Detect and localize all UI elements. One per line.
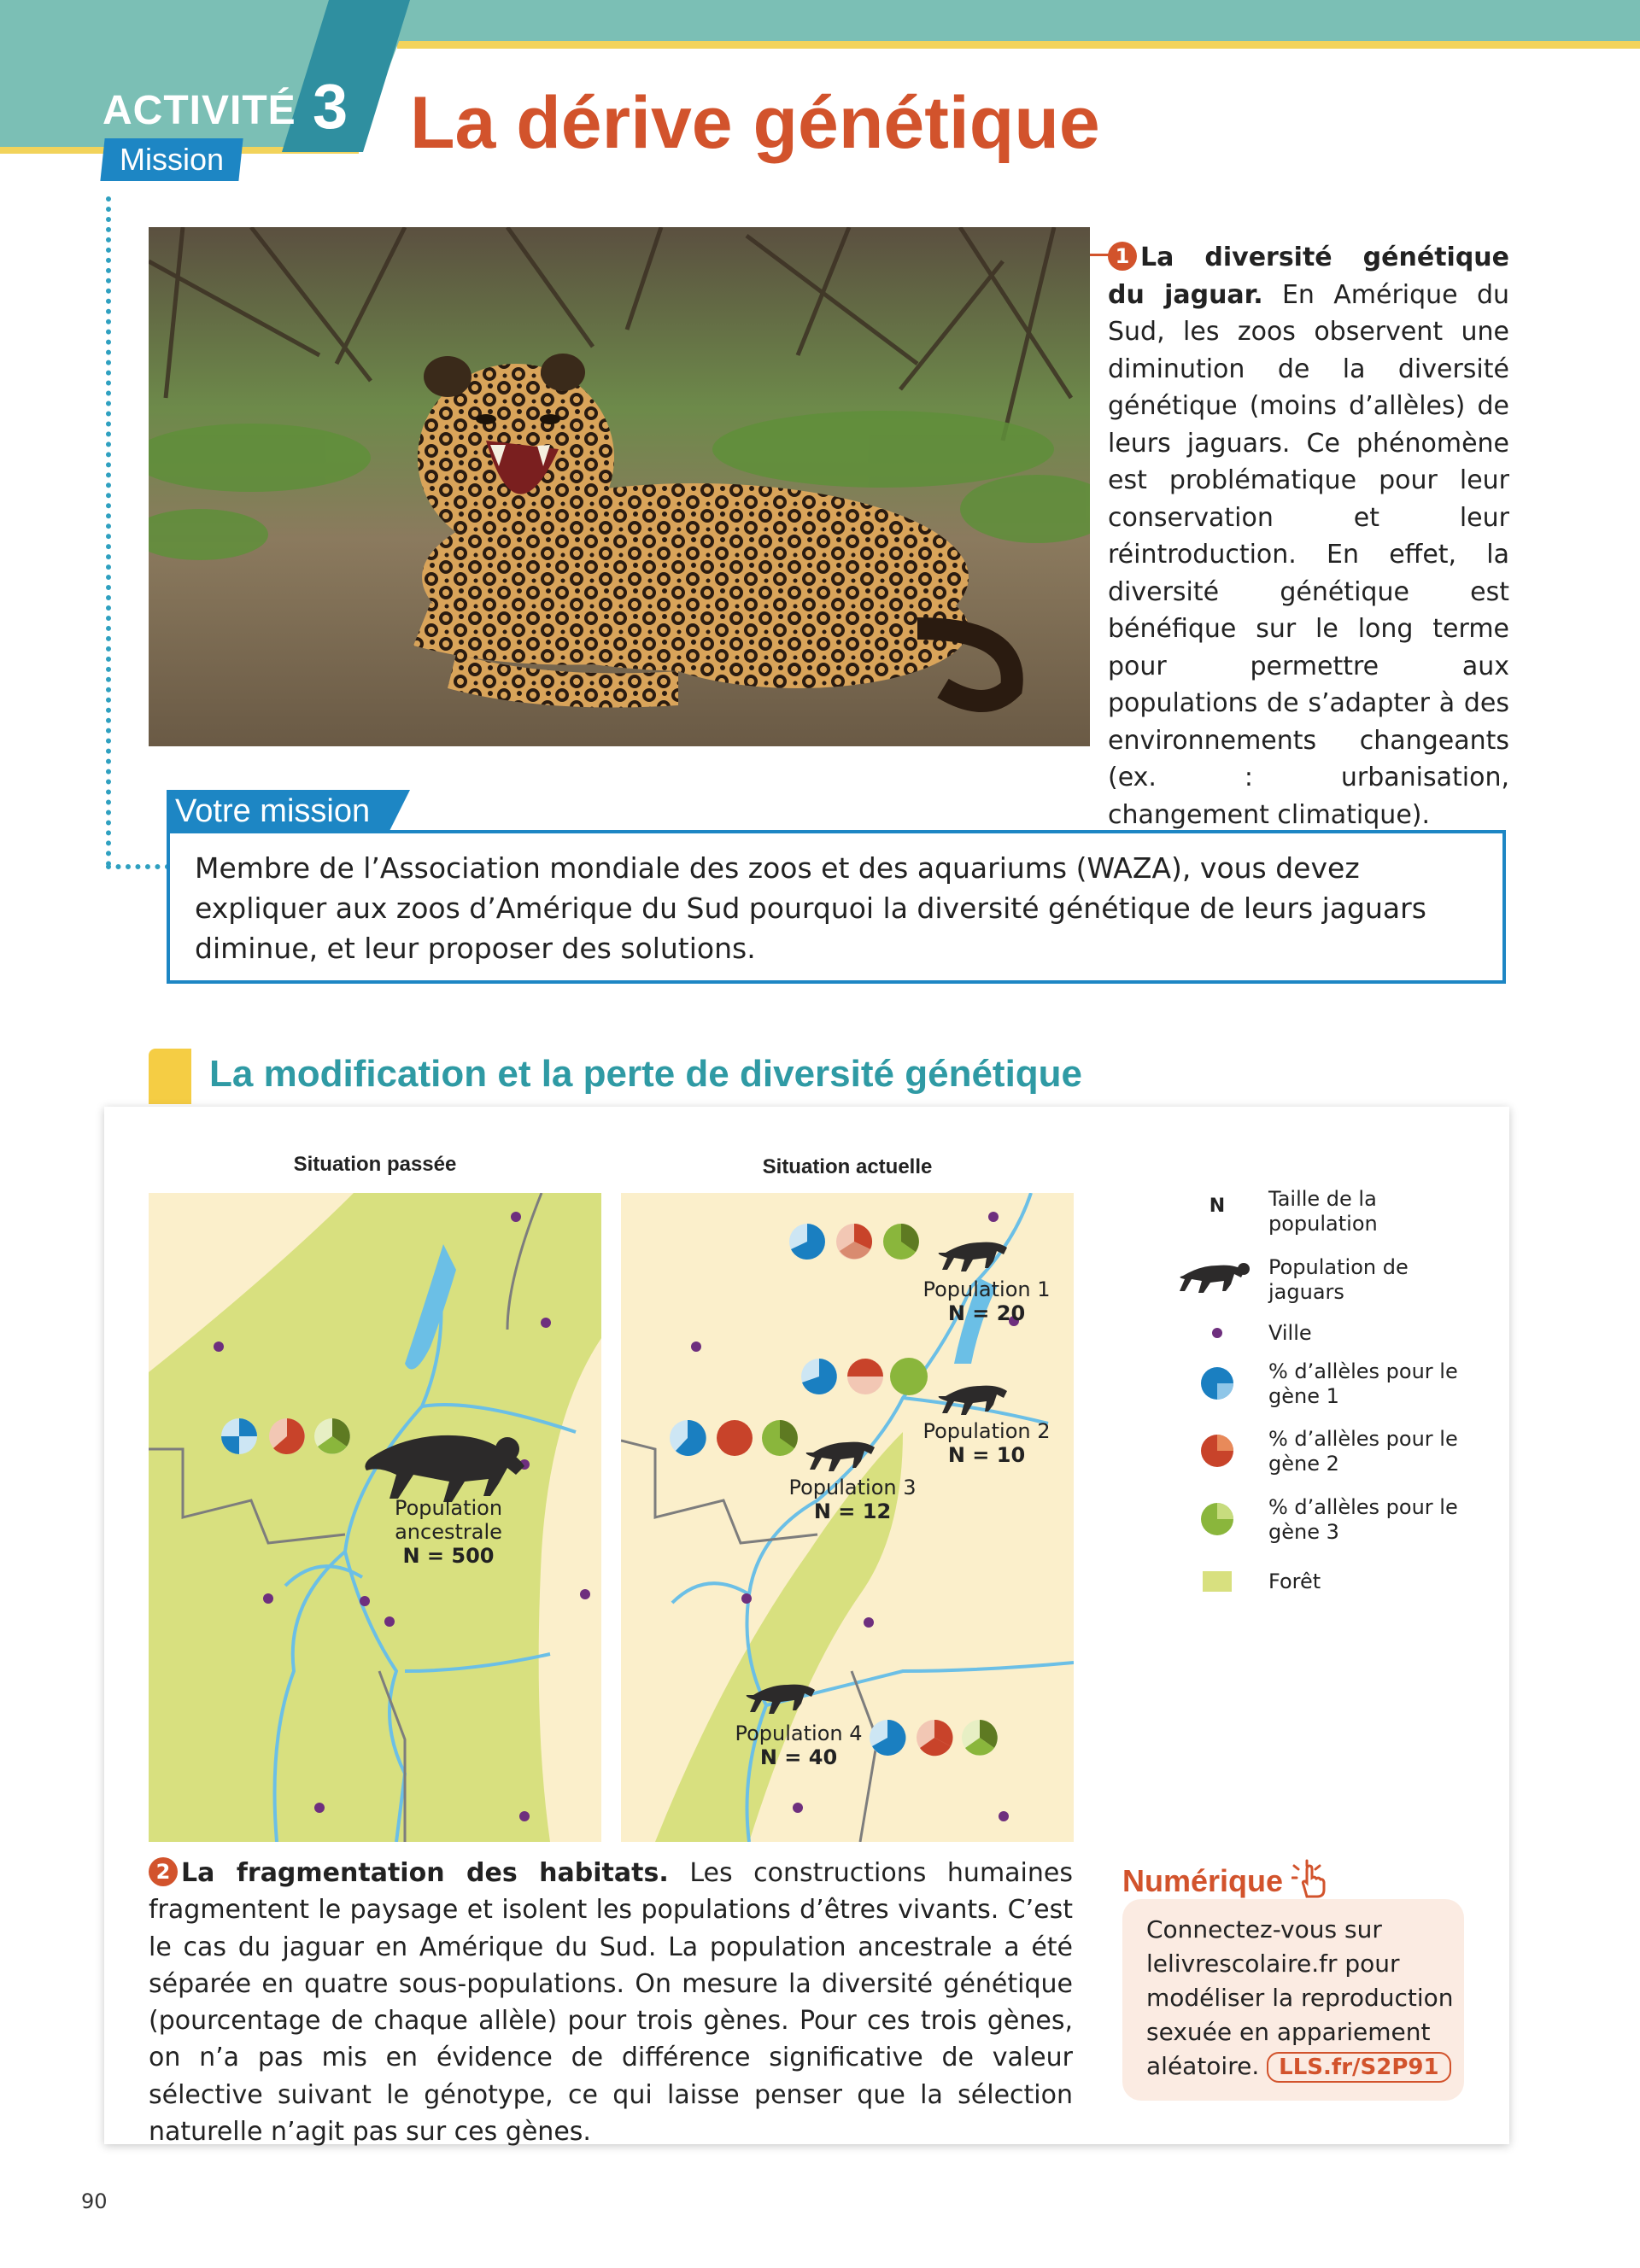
mission-tag-label: Mission [120, 142, 225, 177]
jaguar-photo-illustration [149, 227, 1090, 746]
gene2-pie-icon [1179, 1432, 1256, 1470]
forest-swatch-icon [1179, 1571, 1256, 1592]
numerique-title [1122, 1857, 1334, 1900]
pop1-label [914, 1277, 1059, 1325]
mission-tag [100, 138, 243, 181]
legend-n-text: Taille de la population [1268, 1187, 1378, 1236]
doc2-heading: La fragmentation des habitats. [181, 1858, 669, 1888]
doc2-number: 2 [149, 1857, 178, 1886]
legend-city-text: Ville [1268, 1321, 1312, 1345]
legend-gene2-text: % d’allèles pour le gène 2 [1268, 1427, 1458, 1476]
doc1-text: En Amérique du Sud, les zoos observent une diminution de la diversité génétique (moins d’allèles) de leurs jaguars. Ce phénomène est problématique pour leur conservation et leur réintroduction. En effet, la diversité génétique est bénéfique sur le long terme pour permettre aux populations de s’adapter à des environnements changeants (ex. : urbanisation, changement climatique). [1108, 279, 1510, 830]
dotted-connector-end [106, 864, 170, 869]
gene-pies-pop3 [670, 1420, 798, 1456]
section-title: La modification et la perte de diversité génétique [209, 1053, 1083, 1095]
past-population-name: Population ancestrale [394, 1496, 503, 1544]
pop1-n: N = 20 [947, 1301, 1026, 1325]
pop4-label [726, 1721, 871, 1769]
gene3-pie-icon [1179, 1500, 1256, 1538]
pop3-label [780, 1476, 925, 1523]
gene-pies-past [221, 1418, 350, 1454]
map-past-title: Situation passée [293, 1153, 457, 1176]
doc1-number: 1 [1108, 242, 1137, 271]
legend-n-symbol: N [1209, 1195, 1226, 1217]
page-number: 90 [81, 2189, 108, 2213]
legend-gene3-text: % d’allèles pour le gène 3 [1268, 1495, 1458, 1544]
page-title: La dérive génétique [410, 82, 1100, 164]
pop2-label [914, 1419, 1059, 1467]
gene-pies-pop1 [789, 1224, 919, 1260]
gene-pies-pop4 [870, 1720, 998, 1756]
past-population-n: N = 500 [402, 1544, 495, 1568]
top-yellow-rule [397, 41, 1640, 49]
map-current-title: Situation actuelle [762, 1155, 933, 1178]
doc2-caption [149, 1855, 1073, 2150]
jaguar-icon [1179, 1260, 1256, 1295]
city-dot-icon [1179, 1324, 1256, 1342]
pop4-n: N = 40 [759, 1745, 838, 1769]
pop3-n: N = 12 [813, 1499, 892, 1523]
mission-text: Membre de l’Association mondiale des zoos et des aquariums (WAZA), vous devez expliquer aux zoos d’Amérique du Sud pourquoi la diversité génétique de leurs jaguars diminue, et leur proposer des solutions. [195, 851, 1426, 965]
numerique-link[interactable]: LLS.fr/S2P91 [1267, 2052, 1450, 2083]
gene1-pie-icon [1179, 1365, 1256, 1402]
numerique-title-text: Numérique [1122, 1863, 1284, 1898]
section-accent-bar [149, 1049, 191, 1104]
activity-label: ACTIVITÉ [102, 88, 296, 133]
pop4-name: Population 4 [735, 1721, 863, 1745]
doc2-text: Les constructions humaines fragmentent le paysage et isolent les populations d’êtres vivants. C’est le cas du jaguar en Amérique du Sud. La population ancestrale a été séparée en quatre sous-populations. On mesure la diversité génétique (pourcentage de chaque allèle) pour trois gènes. Pour ces trois gènes, on n’a pas mis en évidence de différence significative de valeur sélective suivant le génotype, ce qui laisse penser que la sélection naturelle n’agit pas sur ces gènes. [149, 1858, 1073, 2148]
mission-heading: Votre mission [175, 793, 371, 829]
pop3-name: Population 3 [788, 1476, 917, 1499]
pop2-n: N = 10 [947, 1443, 1026, 1467]
tap-hand-icon [1292, 1857, 1334, 1900]
legend-jaguar-text: Population de jaguars [1268, 1255, 1409, 1304]
doc1-caption [1108, 239, 1509, 833]
dotted-connector [106, 196, 111, 867]
pop2-name: Population 2 [922, 1419, 1051, 1443]
activity-number: 3 [313, 71, 348, 142]
numerique-text [1146, 1913, 1454, 2084]
doc1-heading: La diversité génétique du jaguar. [1108, 243, 1509, 310]
past-population-label [359, 1496, 538, 1568]
map-legend [1179, 1187, 1486, 1614]
legend-gene1-text: % d’allèles pour le gène 1 [1268, 1359, 1458, 1408]
pop1-name: Population 1 [922, 1277, 1051, 1301]
numerique-body: Connectez-vous sur lelivrescolaire.fr pour modéliser la reproduction sexuée en appariement aléatoire. [1146, 1915, 1454, 2080]
jaguar-photo [149, 227, 1090, 746]
legend-forest-text: Forêt [1268, 1569, 1321, 1593]
